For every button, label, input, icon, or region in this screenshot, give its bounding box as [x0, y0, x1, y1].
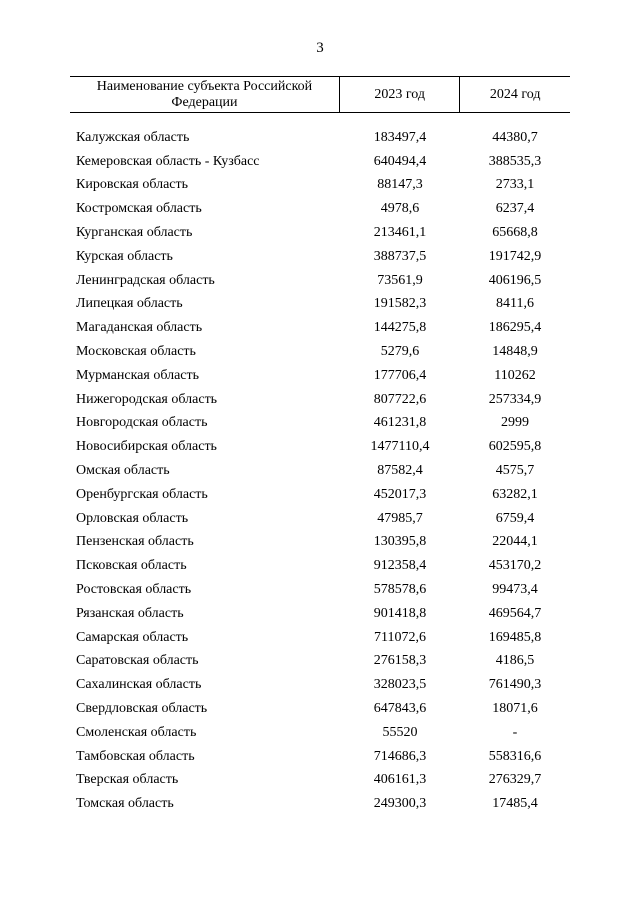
region-name-cell: Кировская область — [76, 177, 189, 193]
table-row — [70, 388, 570, 412]
value-2023-cell: 4978,6 — [380, 201, 420, 217]
header-2024: 2024 год — [459, 77, 570, 112]
value-2024-cell: 18071,6 — [492, 701, 538, 717]
value-2024-cell: 2733,1 — [495, 177, 535, 193]
region-name-cell: Нижегородская область — [76, 391, 218, 407]
header-2023: 2023 год — [339, 77, 460, 112]
value-2023-cell: 912358,4 — [373, 558, 427, 574]
value-2023-cell: 5279,6 — [380, 344, 420, 360]
table-row — [70, 721, 570, 745]
value-2023-cell: 88147,3 — [377, 177, 423, 193]
region-name-cell: Курганская область — [76, 225, 193, 241]
value-2023-cell: 47985,7 — [377, 510, 423, 526]
table-row — [70, 221, 570, 245]
region-name-cell: Смоленская область — [76, 724, 197, 740]
value-2024-cell: 63282,1 — [492, 486, 538, 502]
region-name-cell: Псковская область — [76, 558, 187, 574]
table-row — [70, 602, 570, 626]
value-2023-cell: 807722,6 — [373, 391, 427, 407]
region-name-cell: Мурманская область — [76, 367, 200, 383]
table-header — [70, 76, 570, 113]
region-name-cell: Ленинградская область — [76, 272, 215, 288]
value-2023-cell: 213461,1 — [373, 225, 427, 241]
table-row — [70, 245, 570, 269]
value-2023-cell: 276158,3 — [373, 653, 427, 669]
table-row — [70, 531, 570, 555]
value-2024-cell: 276329,7 — [488, 772, 542, 788]
table-row — [70, 340, 570, 364]
table-row — [70, 673, 570, 697]
value-2023-cell: 714686,3 — [373, 748, 427, 764]
value-2024-cell: 44380,7 — [492, 129, 538, 145]
value-2024-cell: 406196,5 — [488, 272, 542, 288]
value-2024-cell: 388535,3 — [488, 153, 542, 169]
table-row — [70, 150, 570, 174]
table-row — [70, 745, 570, 769]
table-row — [70, 174, 570, 198]
value-2024-cell: 602595,8 — [488, 439, 542, 455]
table-row — [70, 554, 570, 578]
region-name-cell: Новгородская область — [76, 415, 208, 431]
value-2023-cell: 452017,3 — [373, 486, 427, 502]
value-2024-cell: 469564,7 — [488, 605, 542, 621]
page-number: 3 — [316, 40, 324, 56]
region-name-cell: Калужская область — [76, 129, 190, 145]
value-2023-cell: 647843,6 — [373, 701, 427, 717]
value-2023-cell: 177706,4 — [373, 367, 427, 383]
table-row — [70, 293, 570, 317]
data-table — [70, 76, 570, 816]
value-2023-cell: 461231,8 — [373, 415, 427, 431]
value-2024-cell: 6759,4 — [495, 510, 535, 526]
value-2024-cell: 6237,4 — [495, 201, 535, 217]
table-row — [70, 697, 570, 721]
region-name-cell: Омская область — [76, 463, 170, 479]
value-2024-cell: 4575,7 — [495, 463, 535, 479]
value-2024-cell: 4186,5 — [495, 653, 535, 669]
value-2023-cell: 901418,8 — [373, 605, 427, 621]
table-row — [70, 459, 570, 483]
value-2023-cell: 388737,5 — [373, 248, 427, 264]
value-2024-cell: 558316,6 — [488, 748, 542, 764]
table-row — [70, 626, 570, 650]
table-row — [70, 435, 570, 459]
region-name-cell: Оренбургская область — [76, 486, 208, 502]
value-2023-cell: 640494,4 — [373, 153, 427, 169]
value-2023-cell: 55520 — [382, 724, 418, 740]
region-name-cell: Ростовская область — [76, 582, 192, 598]
value-2024-cell: 22044,1 — [492, 534, 538, 550]
header-subject: Наименование субъекта Российской Федерации — [96, 78, 313, 110]
value-2023-cell: 249300,3 — [373, 796, 427, 812]
table-row — [70, 769, 570, 793]
region-name-cell: Московская область — [76, 344, 196, 360]
value-2024-cell: 14848,9 — [492, 344, 538, 360]
table-row — [70, 197, 570, 221]
value-2024-cell: 761490,3 — [488, 677, 542, 693]
value-2024-cell: 191742,9 — [488, 248, 542, 264]
region-name-cell: Сахалинская область — [76, 677, 202, 693]
value-2024-cell: 8411,6 — [496, 296, 534, 312]
value-2024-cell: 17485,4 — [492, 796, 538, 812]
table-row — [70, 578, 570, 602]
value-2023-cell: 183497,4 — [373, 129, 427, 145]
region-name-cell: Свердловская область — [76, 701, 208, 717]
region-name-cell: Рязанская область — [76, 605, 184, 621]
value-2023-cell: 130395,8 — [373, 534, 427, 550]
table-row — [70, 316, 570, 340]
table-body — [70, 126, 570, 816]
value-2024-cell: 186295,4 — [488, 320, 542, 336]
value-2024-cell: 2999 — [501, 415, 529, 431]
region-name-cell: Саратовская область — [76, 653, 199, 669]
value-2024-cell: 257334,9 — [488, 391, 542, 407]
region-name-cell: Тамбовская область — [76, 748, 195, 764]
value-2023-cell: 711072,6 — [374, 629, 426, 645]
value-2024-cell: - — [512, 724, 518, 740]
region-name-cell: Курская область — [76, 248, 173, 264]
value-2024-cell: 65668,8 — [492, 225, 538, 241]
region-name-cell: Орловская область — [76, 510, 189, 526]
table-row — [70, 483, 570, 507]
region-name-cell: Самарская область — [76, 629, 189, 645]
value-2023-cell: 1477110,4 — [370, 439, 430, 455]
region-name-cell: Тверская область — [76, 772, 179, 788]
value-2023-cell: 144275,8 — [373, 320, 427, 336]
table-row — [70, 507, 570, 531]
value-2024-cell: 169485,8 — [488, 629, 542, 645]
region-name-cell: Кемеровская область - Кузбасс — [76, 153, 260, 169]
table-row — [70, 269, 570, 293]
region-name-cell: Костромская область — [76, 201, 202, 217]
value-2024-cell: 453170,2 — [488, 558, 542, 574]
value-2023-cell: 328023,5 — [373, 677, 427, 693]
region-name-cell: Пензенская область — [76, 534, 194, 550]
region-name-cell: Липецкая область — [76, 296, 183, 312]
table-row — [70, 412, 570, 436]
value-2023-cell: 406161,3 — [373, 772, 427, 788]
value-2023-cell: 191582,3 — [373, 296, 427, 312]
value-2023-cell: 578578,6 — [373, 582, 427, 598]
table-row — [70, 126, 570, 150]
region-name-cell: Новосибирская область — [76, 439, 217, 455]
value-2024-cell: 110262 — [494, 367, 536, 383]
region-name-cell: Магаданская область — [76, 320, 203, 336]
value-2024-cell: 99473,4 — [492, 582, 538, 598]
value-2023-cell: 73561,9 — [377, 272, 423, 288]
value-2023-cell: 87582,4 — [377, 463, 423, 479]
region-name-cell: Томская область — [76, 796, 174, 812]
table-row — [70, 650, 570, 674]
table-row — [70, 792, 570, 816]
table-row — [70, 364, 570, 388]
